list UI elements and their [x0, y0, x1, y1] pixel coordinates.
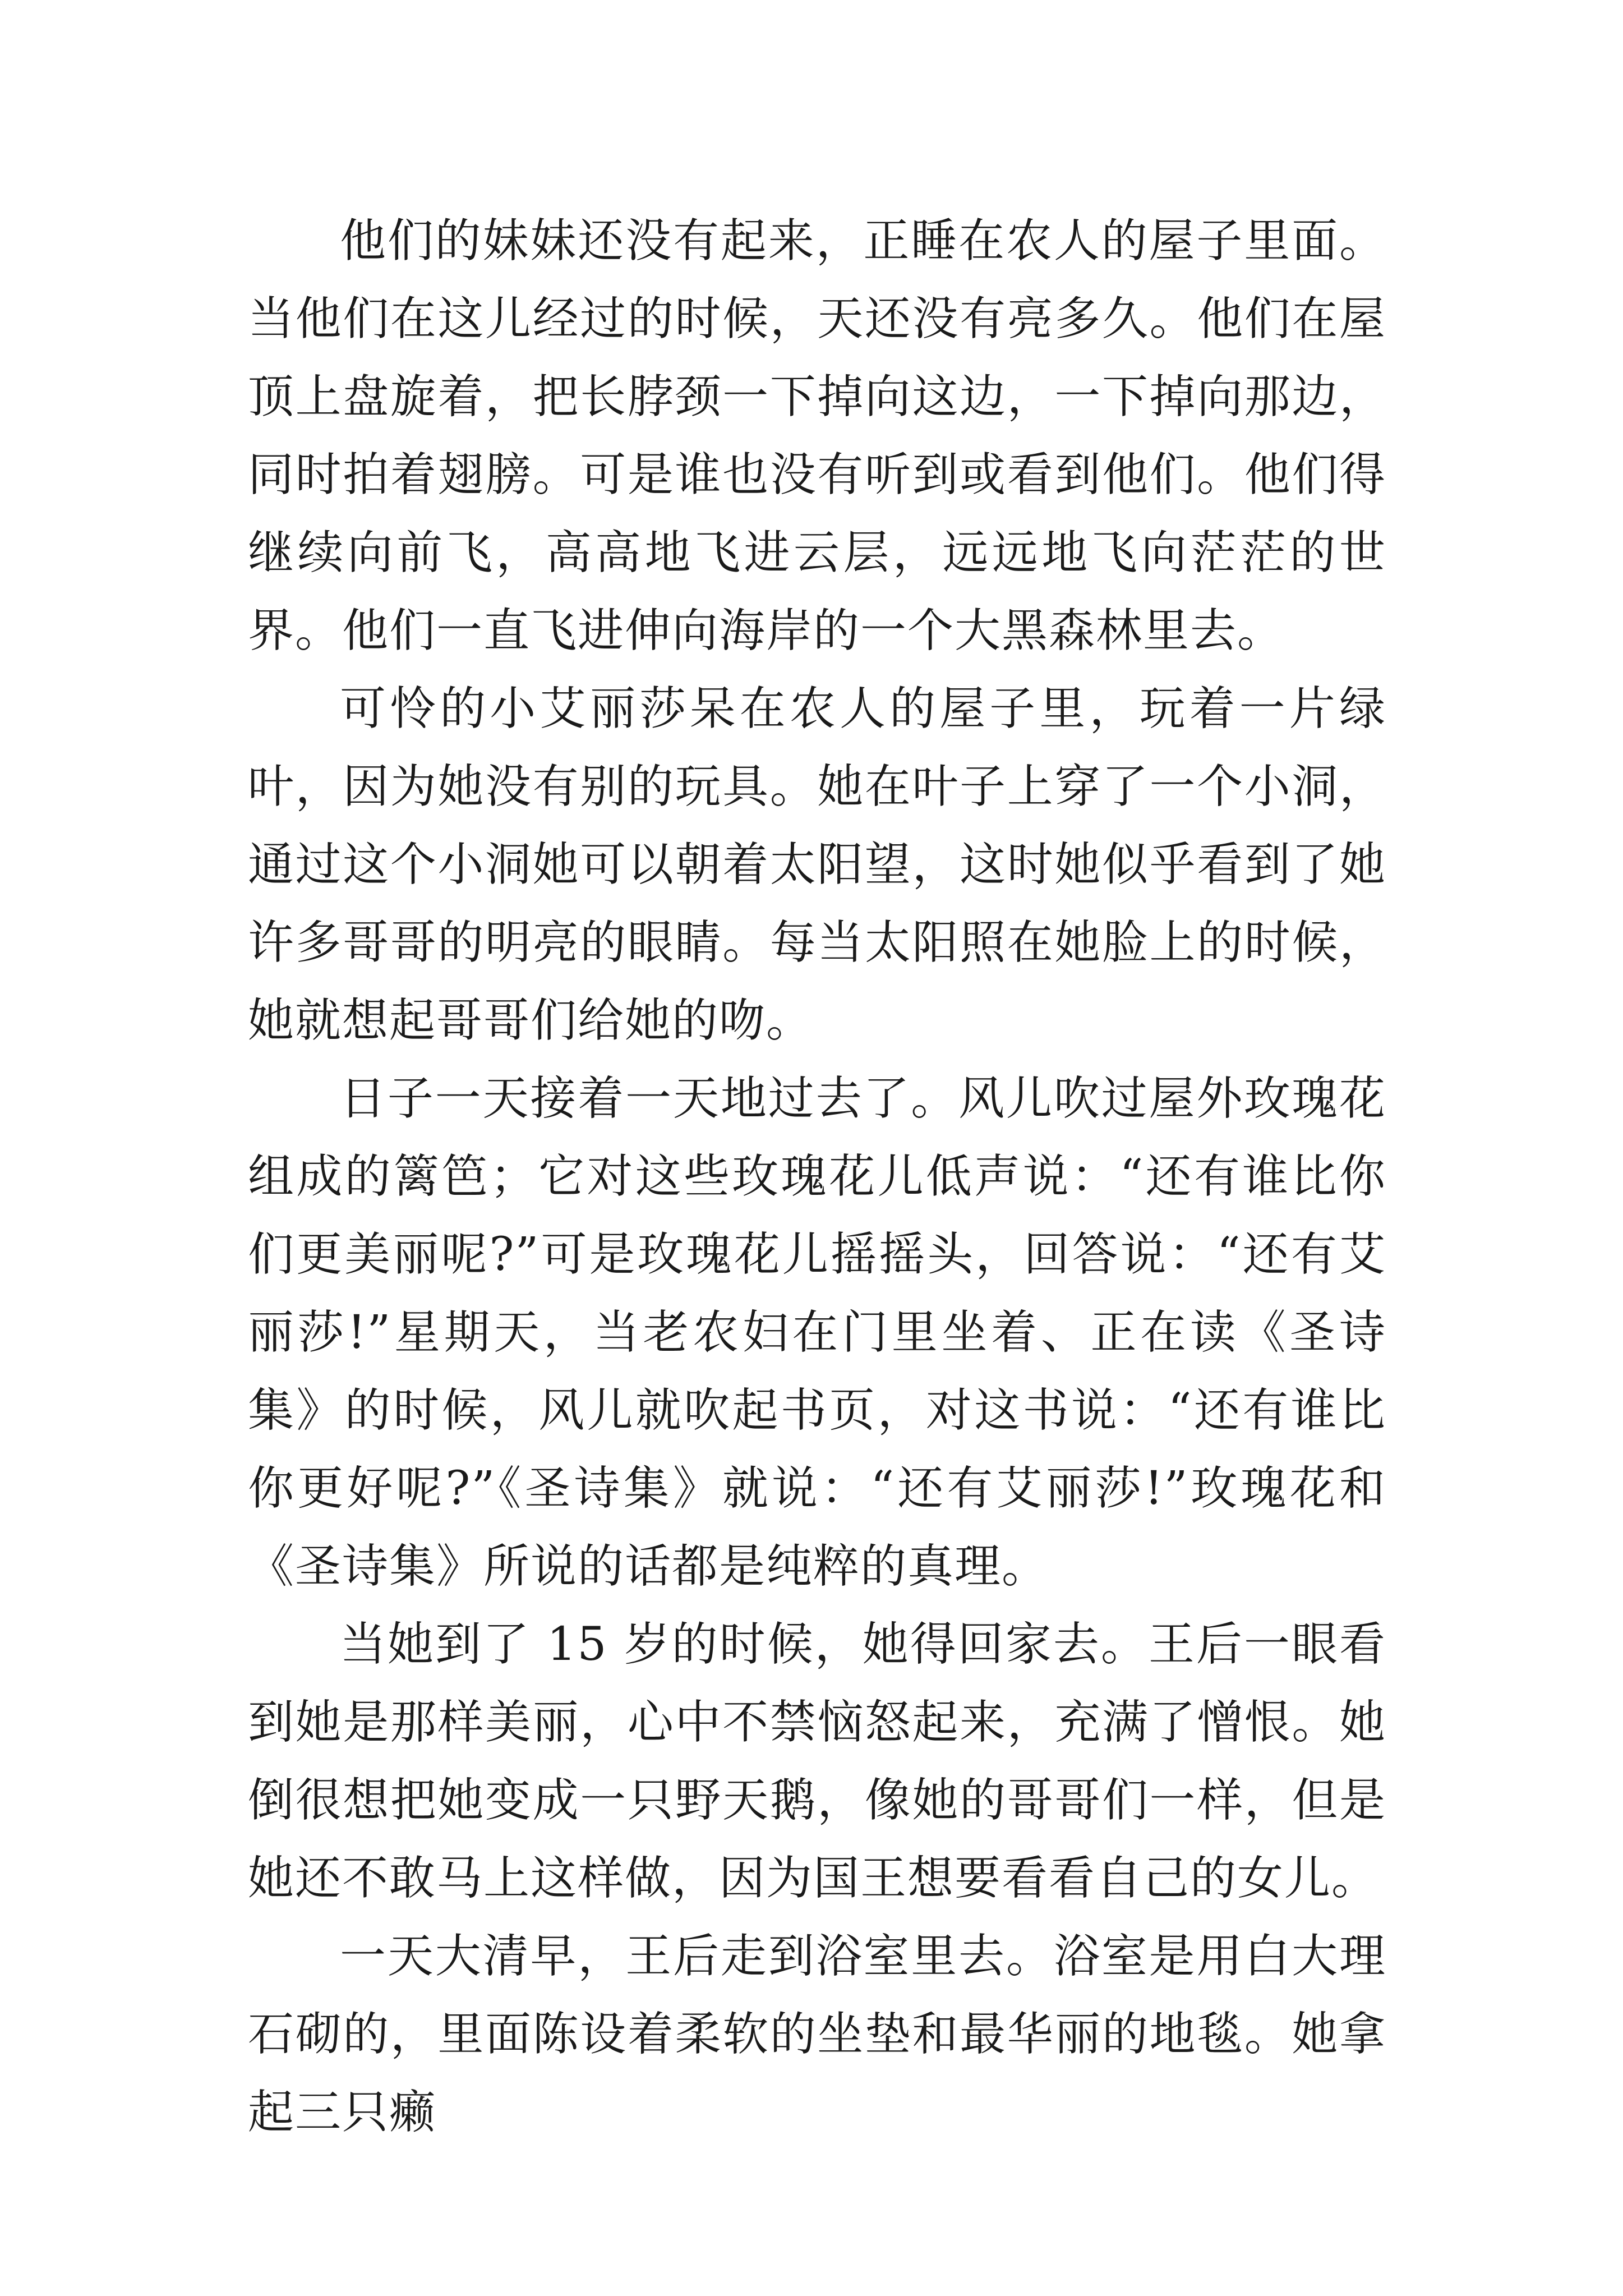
- paragraph-5: 一天大清早，王后走到浴室里去。浴室是用白大理石砌的，里面陈设着柔软的坐垫和最华丽的地毯。她拿起三只癞: [248, 1930, 1386, 2139]
- paragraph-4: 当她到了 15 岁的时候，她得回家去。王后一眼看到她是那样美丽，心中不禁恼怒起来，充满了憎恨。她倒很想把她变成一只野天鹅，像她的哥哥们一样，但是她还不敢马上这样做，因为国王想要看看自己的女儿。: [248, 1618, 1386, 1905]
- paragraph-1: 他们的妹妹还没有起来，正睡在农人的屋子里面。当他们在这儿经过的时候，天还没有亮多久。他们在屋顶上盘旋着，把长脖颈一下掉向这边，一下掉向那边，同时拍着翅膀。可是谁也没有听到或看到他们。他们得继续向前飞，高高地飞进云层，远远地飞向茫茫的世界。他们一直飞进伸向海岸的一个大黑森林里去。: [248, 214, 1386, 657]
- body-text: [248, 202, 1386, 2151]
- paragraph-3: 日子一天接着一天地过去了。风儿吹过屋外玫瑰花组成的篱笆；它对这些玫瑰花儿低声说：“还有谁比你们更美丽呢?”可是玫瑰花儿摇摇头，回答说：“还有艾丽莎!”星期天，当老农妇在门里坐着、正在读《圣诗集》的时候，风儿就吹起书页，对这书说：“还有谁比你更好呢?”《圣诗集》就说：“还有艾丽莎!”玫瑰花和《圣诗集》所说的话都是纯粹的真理。: [248, 1072, 1386, 1593]
- paragraph-2: 可怜的小艾丽莎呆在农人的屋子里，玩着一片绿叶，因为她没有别的玩具。她在叶子上穿了一个小洞，通过这个小洞她可以朝着太阳望，这时她似乎看到了她许多哥哥的明亮的眼睛。每当太阳照在她脸上的时候，她就想起哥哥们给她的吻。: [248, 682, 1386, 1047]
